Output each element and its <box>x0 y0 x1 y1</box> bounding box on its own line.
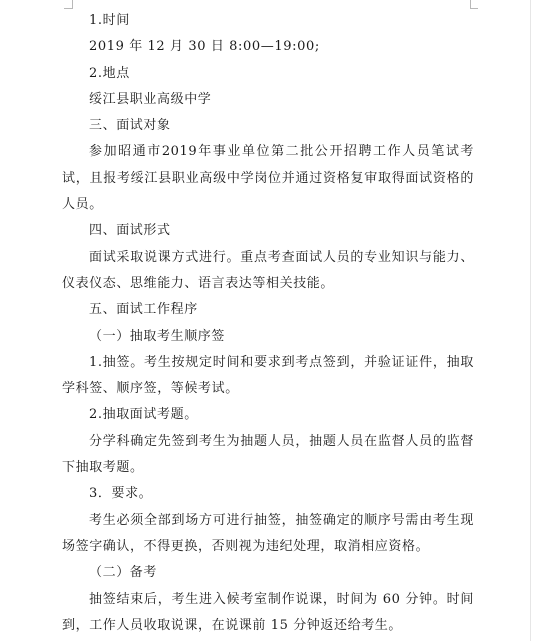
paragraph-location-value: 绥江县职业高级中学 <box>89 91 212 107</box>
paragraph-draw-questions: 分学科确定先签到考生为抽题人员，抽题人员在监督人员的监督下抽取考题。 <box>62 433 474 476</box>
page-edge <box>530 0 531 641</box>
subheading-preparation: （二）备考 <box>89 565 158 581</box>
section-heading-format: 四、面试形式 <box>89 223 171 239</box>
document-body[interactable] <box>62 8 474 639</box>
paragraph-location-heading: 2.地点 <box>89 65 130 81</box>
paragraph-time-heading: 1.时间 <box>89 13 130 28</box>
paragraph-time-value: 2019 年 12 月 30 日 8:00—19:00; <box>89 39 320 55</box>
paragraph-requirements: 考生必须全部到场方可进行抽签，抽签确定的顺序号需由考生现场签字确认，不得更换，否则视为违纪处理，取消相应资格。 <box>62 512 474 554</box>
paragraph-draw-questions-heading: 2.抽取面试考题。 <box>89 407 198 423</box>
paragraph-preparation: 抽签结束后，考生进入候考室制作说课，时间为 60 分钟。时间到，工作人员收取说课，在说课前 15 分钟返还给考生。 <box>62 591 474 633</box>
section-heading-procedure: 五、面试工作程序 <box>89 302 198 318</box>
subheading-draw-order: （一）抽取考生顺序签 <box>89 328 226 344</box>
paragraph-drawing-lots: 1.抽签。考生按规定时间和要求到考点签到，并验证证件，抽取学科签、顺序签，等候考试。 <box>62 354 474 397</box>
section-heading-candidates: 三、面试对象 <box>89 118 171 134</box>
paragraph-format: 面试采取说课方式进行。重点考查面试人员的专业知识与能力、仪表仪态、思维能力、语言表达等相关技能。 <box>62 249 474 291</box>
margin-corner-mark-right <box>470 0 471 8</box>
paragraph-requirements-heading: 3．要求。 <box>89 486 153 502</box>
paragraph-candidates: 参加昭通市2019年事业单位第二批公开招聘工作人员笔试考试，且报考绥江县职业高级中学岗位并通过资格复审取得面试资格的人员。 <box>62 144 474 213</box>
